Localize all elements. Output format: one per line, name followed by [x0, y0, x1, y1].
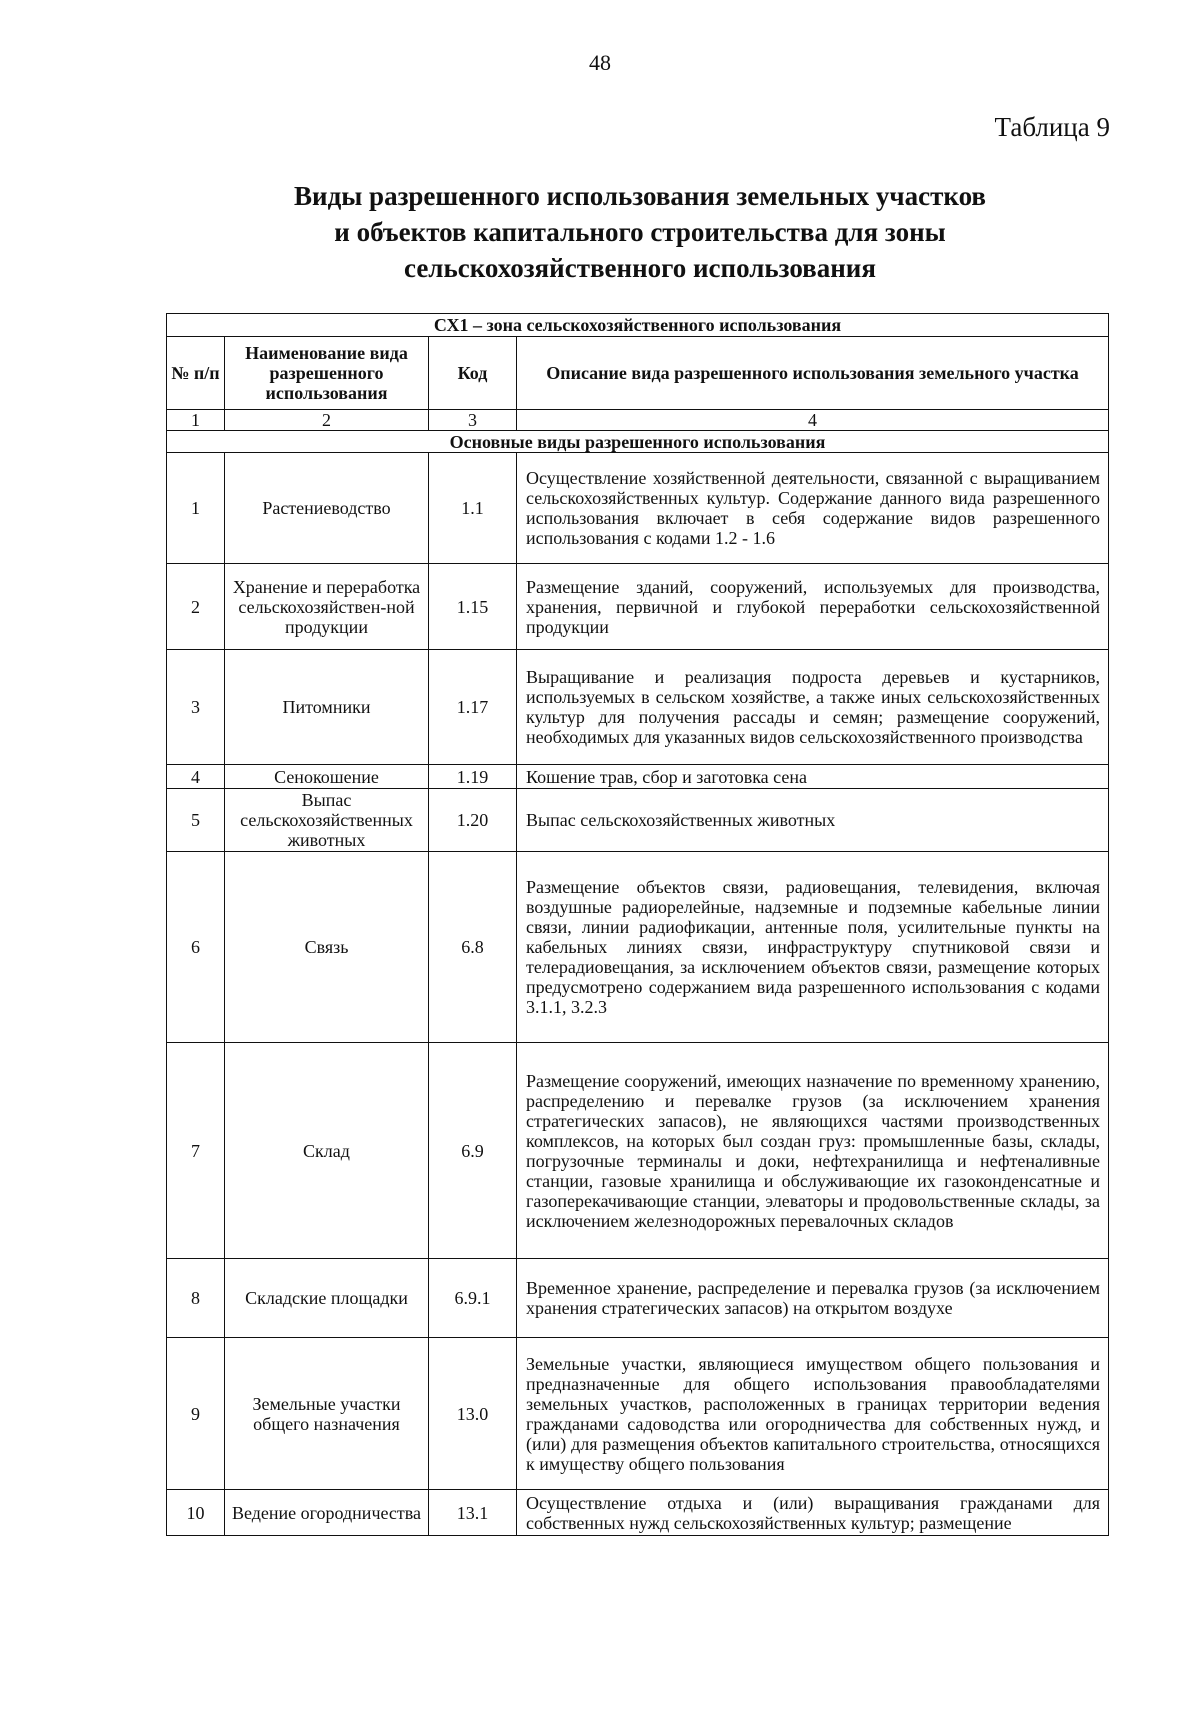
row-number: 6 — [167, 852, 225, 1043]
title-line-2: и объектов капитального строительства для зоны — [334, 217, 946, 247]
row-use-name: Земельные участки общего назначения — [225, 1338, 429, 1490]
row-use-name: Складские площадки — [225, 1259, 429, 1338]
column-index: 4 — [517, 410, 1109, 431]
zone-header: СХ1 – зона сельскохозяйственного использования — [167, 314, 1109, 337]
table-row — [167, 650, 1109, 765]
title-line-1: Виды разрешенного использования земельных участков — [294, 181, 986, 211]
row-number: 5 — [167, 789, 225, 852]
row-code: 1.1 — [429, 453, 517, 564]
row-number: 9 — [167, 1338, 225, 1490]
row-description: Временное хранение, распределение и перевалка грузов (за исключением хранения стратегических запасов) на открытом воздухе — [517, 1259, 1109, 1338]
table-row — [167, 1259, 1109, 1338]
row-code: 1.19 — [429, 765, 517, 789]
table-row — [167, 564, 1109, 650]
column-header-desc: Описание вида разрешенного использования земельного участка — [517, 337, 1109, 410]
row-code: 13.0 — [429, 1338, 517, 1490]
column-index: 1 — [167, 410, 225, 431]
table-row — [167, 1043, 1109, 1259]
row-use-name: Питомники — [225, 650, 429, 765]
page-number: 48 — [589, 50, 611, 75]
title-line-3: сельскохозяйственного использования — [404, 253, 876, 283]
row-code: 6.9 — [429, 1043, 517, 1259]
row-use-name: Ведение огородничества — [225, 1490, 429, 1536]
row-description: Размещение зданий, сооружений, используемых для производства, хранения, первичной и глубокой переработки сельскохозяйственной продукции — [517, 564, 1109, 650]
row-number: 7 — [167, 1043, 225, 1259]
column-header-num: № п/п — [167, 337, 225, 410]
row-use-name: Выпас сельскохозяйственных животных — [225, 789, 429, 852]
row-code: 1.20 — [429, 789, 517, 852]
table-label: Таблица 9 — [994, 112, 1110, 142]
land-use-table — [166, 313, 1109, 1536]
table-row — [167, 789, 1109, 852]
table-row — [167, 852, 1109, 1043]
section-row — [167, 431, 1109, 453]
row-code: 1.17 — [429, 650, 517, 765]
row-number: 1 — [167, 453, 225, 564]
row-code: 1.15 — [429, 564, 517, 650]
row-use-name: Сенокошение — [225, 765, 429, 789]
table-row — [167, 765, 1109, 789]
row-code: 13.1 — [429, 1490, 517, 1536]
document-title — [150, 178, 1130, 286]
row-number: 10 — [167, 1490, 225, 1536]
section-header: Основные виды разрешенного использования — [167, 431, 1109, 453]
row-use-name: Связь — [225, 852, 429, 1043]
table-row — [167, 1338, 1109, 1490]
row-use-name: Хранение и переработка сельскохозяйствен-ной продукции — [225, 564, 429, 650]
row-description: Размещение сооружений, имеющих назначение по временному хранению, распределению и перевалке грузов (за исключением хранения стратегических запасов), не являющихся частями производственных комплексов, на которых был создан груз: промышленные базы, склады, погрузочные терминалы и доки, нефтехранилища и нефтеналивные станции, газовые хранилища и обслуживающие их газоконденсатные и газоперекачивающие станции, элеваторы и продовольственные склады, за исключением железнодорожных перевалочных складов — [517, 1043, 1109, 1259]
column-header-name: Наименование вида разрешенного использования — [225, 337, 429, 410]
row-number: 8 — [167, 1259, 225, 1338]
row-description: Кошение трав, сбор и заготовка сена — [517, 765, 1109, 789]
row-number: 2 — [167, 564, 225, 650]
row-description: Выращивание и реализация подроста деревьев и кустарников, используемых в сельском хозяйстве, а также иных сельскохозяйственных культур для получения рассады и семян; размещение сооружений, необходимых для указанных видов сельскохозяйственного производства — [517, 650, 1109, 765]
row-description: Осуществление отдыха и (или) выращивания гражданами для собственных нужд сельскохозяйственных культур; размещение — [517, 1490, 1109, 1536]
row-description: Выпас сельскохозяйственных животных — [517, 789, 1109, 852]
row-description: Осуществление хозяйственной деятельности, связанной с выращиванием сельскохозяйственных культур. Содержание данного вида разрешенного использования включает в себя содержание видов разрешенного использования с кодами 1.2 - 1.6 — [517, 453, 1109, 564]
row-number: 3 — [167, 650, 225, 765]
zone-header-row — [167, 314, 1109, 337]
column-header-code: Код — [429, 337, 517, 410]
row-description: Размещение объектов связи, радиовещания, телевидения, включая воздушные радиорелейные, надземные и подземные кабельные линии связи, линии радиофикации, антенные поля, усилительные пункты на кабельных линиях связи, инфраструктуру спутниковой связи и телерадиовещания, за исключением объектов связи, размещение которых предусмотрено содержанием вида разрешенного использования с кодами 3.1.1, 3.2.3 — [517, 852, 1109, 1043]
column-index: 3 — [429, 410, 517, 431]
row-use-name: Растениеводство — [225, 453, 429, 564]
column-index-row — [167, 410, 1109, 431]
row-code: 6.8 — [429, 852, 517, 1043]
column-index: 2 — [225, 410, 429, 431]
row-use-name: Склад — [225, 1043, 429, 1259]
row-code: 6.9.1 — [429, 1259, 517, 1338]
row-description: Земельные участки, являющиеся имуществом общего пользования и предназначенные для общего использования правообладателями земельных участков, расположенных в границах территории ведения гражданами садоводства или огородничества для собственных нужд, и (или) для размещения объектов капитального строительства, относящихся к имуществу общего пользования — [517, 1338, 1109, 1490]
table-row — [167, 1490, 1109, 1536]
row-number: 4 — [167, 765, 225, 789]
column-header-row — [167, 337, 1109, 410]
table-row — [167, 453, 1109, 564]
